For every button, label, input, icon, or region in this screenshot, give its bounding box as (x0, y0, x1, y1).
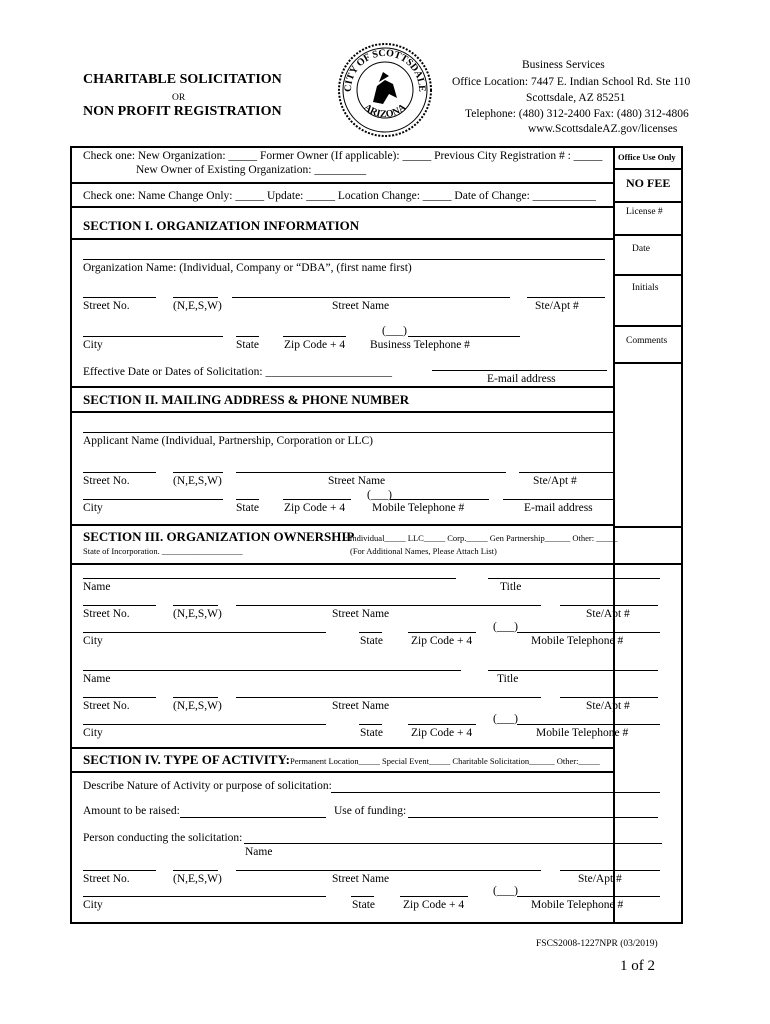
ownership-types[interactable]: : Individual_____ LLC_____ Corp._____ Gen Partnership______ Other: _____ (345, 533, 618, 543)
owner2-mobile-label: Mobile Telephone # (536, 727, 629, 739)
s2-email-label: E-mail address (524, 502, 593, 514)
state-field[interactable] (236, 336, 259, 337)
owner2-ste-label: Ste/Apt # (586, 700, 630, 712)
form-title: CHARITABLE SOLICITATION (83, 72, 282, 87)
person-name-label: Name (245, 846, 273, 858)
owner2-name-field[interactable] (83, 670, 461, 671)
office-use-border (613, 146, 683, 924)
owner2-street-no-label: Street No. (83, 700, 130, 712)
owner1-city-label: City (83, 635, 103, 647)
owner2-name-label: Name (83, 673, 111, 685)
applicant-field[interactable] (83, 432, 613, 433)
state-label: State (236, 339, 259, 351)
s2-mobile-label: Mobile Telephone # (372, 502, 465, 514)
zip-field[interactable] (283, 336, 346, 337)
svg-text:ARIZONA: ARIZONA (361, 102, 409, 121)
s4-street-name-label: Street Name (332, 873, 390, 885)
phone-fax: Telephone: (480) 312-2400 Fax: (480) 312-4806 (465, 108, 689, 120)
amount-field[interactable] (180, 817, 326, 818)
license-label: License # (626, 207, 663, 217)
additional-names-note: (For Additional Names, Please Attach List) (350, 546, 497, 556)
s2-state-label: State (236, 502, 259, 514)
s2-city-field[interactable] (83, 499, 223, 500)
s2-ste-label: Ste/Apt # (533, 475, 577, 487)
s2-dir-field[interactable] (173, 472, 223, 473)
owner1-name-field[interactable] (83, 578, 456, 579)
initials-label: Initials (632, 283, 659, 293)
ste-field[interactable] (527, 297, 605, 298)
owner1-zip-label: Zip Code + 4 (411, 635, 473, 647)
s4-area-code: (___) (493, 885, 518, 897)
s2-street-name-field[interactable] (236, 472, 506, 473)
s2-street-no-field[interactable] (83, 472, 156, 473)
s4-dir-label: (N,E,S,W) (173, 873, 222, 885)
s2-state-field[interactable] (236, 499, 259, 500)
check-change-line[interactable]: Check one: Name Change Only: _____ Update: _____ Location Change: _____ Date of Change: ___________ (83, 190, 596, 202)
email-field[interactable] (432, 370, 607, 371)
s2-street-name-label: Street Name (328, 475, 386, 487)
s4-zip-label: Zip Code + 4 (403, 899, 465, 911)
dept-name: Business Services (522, 59, 605, 71)
owner2-dir-label: (N,E,S,W) (173, 700, 222, 712)
s4-state-label: State (352, 899, 375, 911)
owner2-city-label: City (83, 727, 103, 739)
section-4-title: SECTION IV. TYPE OF ACTIVITY: (83, 752, 290, 767)
s2-zip-field[interactable] (283, 499, 351, 500)
describe-field[interactable] (331, 792, 660, 793)
use-funding-field[interactable] (408, 817, 658, 818)
city-label: City (83, 339, 103, 351)
biz-phone-label: Business Telephone # (370, 339, 470, 351)
s4-mobile-label: Mobile Telephone # (531, 899, 624, 911)
svg-text:CITY OF SCOTTSDALE: CITY OF SCOTTSDALE (342, 47, 428, 93)
form-subtitle: NON PROFIT REGISTRATION (83, 104, 282, 119)
activity-types[interactable]: Permanent Location_____ Special Event_____ Charitable Solicitation______ Other:_____ (290, 756, 600, 766)
owner1-street-name-label: Street Name (332, 608, 390, 620)
s4-ste-label: Ste/Apt # (578, 873, 622, 885)
dir-label: (N,E,S,W) (173, 300, 222, 312)
owner2-zip-label: Zip Code + 4 (411, 727, 473, 739)
area-code: (___) (382, 325, 407, 337)
section-1-title: SECTION I. ORGANIZATION INFORMATION (83, 218, 360, 233)
owner1-mobile-label: Mobile Telephone # (531, 635, 624, 647)
owner1-area-code: (___) (493, 621, 518, 633)
street-no-field[interactable] (83, 297, 156, 298)
owner1-ste-label: Ste/Apt # (586, 608, 630, 620)
s2-area-code: (___) (367, 489, 392, 501)
s2-mobile-field[interactable] (390, 499, 489, 500)
describe-label: Describe Nature of Activity or purpose of solicitation: (83, 780, 332, 792)
zip-label: Zip Code + 4 (284, 339, 346, 351)
s2-email-field[interactable] (503, 499, 613, 500)
owner1-state-label: State (360, 635, 383, 647)
dir-field[interactable] (173, 297, 218, 298)
street-name-label: Street Name (332, 300, 390, 312)
s2-dir-label: (N,E,S,W) (173, 475, 222, 487)
owner2-area-code: (___) (493, 713, 518, 725)
check-owner-line[interactable]: Check one: New Organization: _____ Former Owner (If applicable): _____ Previous City Registration # : _____ (83, 150, 603, 162)
owner2-street-name-label: Street Name (332, 700, 390, 712)
owner2-state-label: State (360, 727, 383, 739)
state-incorporation[interactable]: State of Incorporation. ___________________ (83, 546, 243, 556)
office-location: Office Location: 7447 E. Indian School Rd. Ste 110 (452, 76, 691, 88)
date-label: Date (632, 244, 650, 254)
street-name-field[interactable] (232, 297, 510, 298)
form-number: FSCS2008-1227NPR (03/2019) (536, 939, 658, 949)
s4-street-no-label: Street No. (83, 873, 130, 885)
page-number: 1 of 2 (620, 958, 655, 974)
section-3-title: SECTION III. ORGANIZATION OWNERSHIP (83, 529, 355, 544)
ste-label: Ste/Apt # (535, 300, 579, 312)
owner1-title-field[interactable] (488, 578, 660, 579)
s4-city-label: City (83, 899, 103, 911)
s2-street-no-label: Street No. (83, 475, 130, 487)
owner2-title-field[interactable] (488, 670, 658, 671)
effective-date-line[interactable]: Effective Date or Dates of Solicitation: ______________________ (83, 366, 392, 378)
comments-label: Comments (626, 336, 668, 346)
new-owner-line[interactable]: New Owner of Existing Organization: _________ (136, 164, 367, 176)
org-name-field[interactable] (83, 259, 605, 260)
person-label: Person conducting the solicitation: (83, 832, 243, 844)
owner1-street-no-label: Street No. (83, 608, 130, 620)
email-label: E-mail address (487, 373, 556, 385)
owner1-dir-label: (N,E,S,W) (173, 608, 222, 620)
use-funding-label: Use of funding: (334, 805, 407, 817)
s2-zip-label: Zip Code + 4 (284, 502, 346, 514)
applicant-label: Applicant Name (Individual, Partnership, Corporation or LLC) (83, 435, 373, 447)
owner1-name-label: Name (83, 581, 111, 593)
person-field[interactable] (244, 843, 662, 844)
s2-city-label: City (83, 502, 103, 514)
biz-phone-field[interactable] (408, 336, 520, 337)
or-label: OR (172, 93, 186, 103)
city-field[interactable] (83, 336, 223, 337)
no-fee-label: NO FEE (626, 176, 671, 190)
s2-ste-field[interactable] (519, 472, 613, 473)
city-seal-logo (337, 42, 433, 138)
owner2-title-label: Title (497, 673, 519, 685)
owner1-title-label: Title (500, 581, 522, 593)
amount-label: Amount to be raised: (83, 805, 180, 817)
org-name-label: Organization Name: (Individual, Company or “DBA”, (first name first) (83, 262, 412, 274)
city-state: Scottsdale, AZ 85251 (526, 92, 626, 104)
office-use-title: Office Use Only (618, 152, 676, 162)
website: www.ScottsdaleAZ.gov/licenses (528, 123, 678, 135)
street-no-label: Street No. (83, 300, 130, 312)
section-2-title: SECTION II. MAILING ADDRESS & PHONE NUMBER (83, 392, 410, 407)
